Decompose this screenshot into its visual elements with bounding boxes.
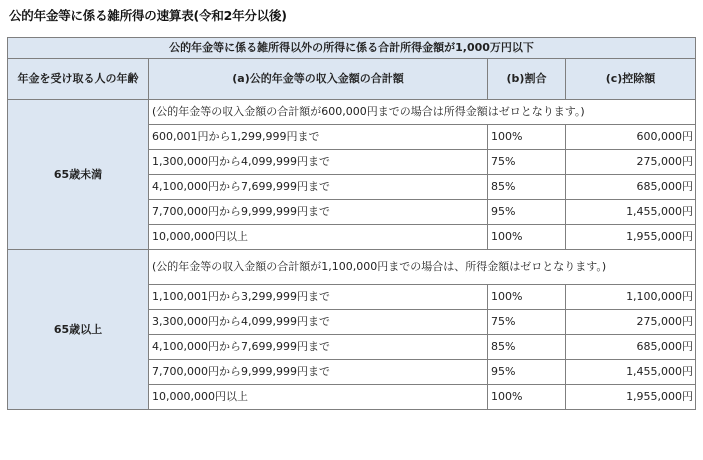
deduction-cell: 275,000円	[566, 310, 696, 335]
income-deduction-table	[7, 37, 696, 410]
deduction-cell: 685,000円	[566, 335, 696, 360]
deduction-cell: 1,100,000円	[566, 285, 696, 310]
deduction-cell: 1,455,000円	[566, 360, 696, 385]
col-header-income: (a)公的年金等の収入金額の合計額	[149, 59, 488, 100]
col-header-deduction: (c)控除額	[566, 59, 696, 100]
rate-cell: 100%	[488, 385, 566, 410]
deduction-cell: 1,955,000円	[566, 225, 696, 250]
rate-cell: 100%	[488, 125, 566, 150]
table-top-header: 公的年金等に係る雑所得以外の所得に係る合計所得金額が1,000万円以下	[8, 38, 696, 59]
rate-cell: 75%	[488, 310, 566, 335]
group-note-65-and-over: (公的年金等の収入金額の合計額が1,100,000円までの場合は、所得金額はゼロとなります。)	[149, 250, 696, 285]
income-range-cell: 600,001円から1,299,999円まで	[149, 125, 488, 150]
income-range-cell: 3,300,000円から4,099,999円まで	[149, 310, 488, 335]
income-range-cell: 7,700,000円から9,999,999円まで	[149, 360, 488, 385]
rate-cell: 100%	[488, 225, 566, 250]
income-range-cell: 10,000,000円以上	[149, 225, 488, 250]
group-label-65-and-over: 65歳以上	[8, 250, 149, 410]
deduction-cell: 275,000円	[566, 150, 696, 175]
col-header-age: 年金を受け取る人の年齢	[8, 59, 149, 100]
rate-cell: 95%	[488, 200, 566, 225]
deduction-cell: 600,000円	[566, 125, 696, 150]
deduction-cell: 685,000円	[566, 175, 696, 200]
rate-cell: 85%	[488, 335, 566, 360]
rate-cell: 95%	[488, 360, 566, 385]
page-title: 公的年金等に係る雑所得の速算表(令和2年分以後)	[9, 8, 287, 23]
income-range-cell: 7,700,000円から9,999,999円まで	[149, 200, 488, 225]
income-range-cell: 1,100,001円から3,299,999円まで	[149, 285, 488, 310]
rate-cell: 75%	[488, 150, 566, 175]
income-range-cell: 10,000,000円以上	[149, 385, 488, 410]
rate-cell: 100%	[488, 285, 566, 310]
deduction-cell: 1,455,000円	[566, 200, 696, 225]
income-range-cell: 4,100,000円から7,699,999円まで	[149, 175, 488, 200]
income-range-cell: 1,300,000円から4,099,999円まで	[149, 150, 488, 175]
rate-cell: 85%	[488, 175, 566, 200]
income-range-cell: 4,100,000円から7,699,999円まで	[149, 335, 488, 360]
group-note-under-65: (公的年金等の収入金額の合計額が600,000円までの場合は所得金額はゼロとなります。)	[149, 100, 696, 125]
deduction-cell: 1,955,000円	[566, 385, 696, 410]
col-header-rate: (b)割合	[488, 59, 566, 100]
group-label-under-65: 65歳未満	[8, 100, 149, 250]
